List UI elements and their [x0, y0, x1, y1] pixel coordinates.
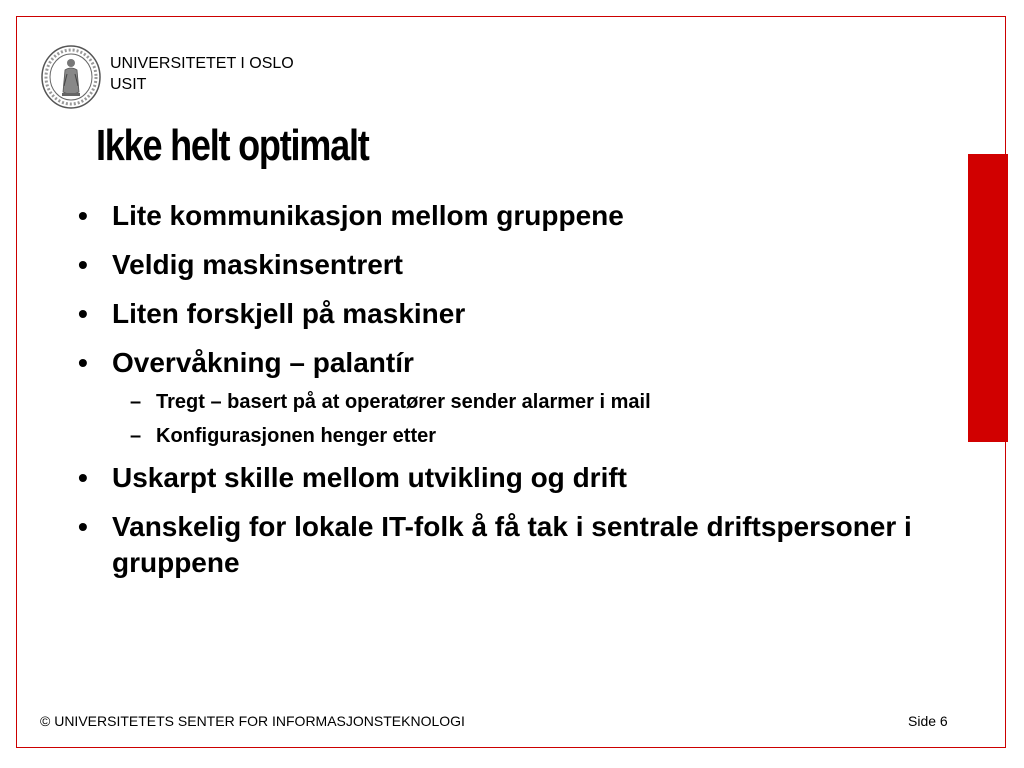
bullet-marker: • — [78, 462, 88, 493]
sub-bullet-item — [112, 419, 958, 453]
sub-bullet-marker: – — [130, 391, 142, 413]
bullet-item — [78, 345, 958, 453]
org-line-university: UNIVERSITETET I OSLO — [110, 55, 294, 72]
sub-bullet-text: Konfigurasjonen henger etter — [156, 425, 437, 447]
sub-bullet-item — [112, 385, 958, 419]
bullet-marker: • — [78, 511, 88, 542]
footer-copyright: © UNIVERSITETETS SENTER FOR INFORMASJONSTEKNOLOGI — [40, 713, 465, 729]
bullet-marker: • — [78, 249, 88, 280]
bullet-item — [78, 509, 958, 581]
page-number: Side 6 — [908, 713, 948, 729]
accent-bar — [968, 154, 1008, 442]
bullet-marker: • — [78, 298, 88, 329]
bullet-text: Vanskelig for lokale IT-folk å få tak i sentrale driftspersoner i gruppene — [112, 511, 912, 578]
bullet-marker: • — [78, 347, 88, 378]
bullet-item — [78, 247, 958, 283]
bullet-item — [78, 460, 958, 496]
bullet-text: Liten forskjell på maskiner — [112, 298, 466, 329]
bullet-list — [78, 198, 958, 594]
bullet-item — [78, 198, 958, 234]
org-line-unit: USIT — [110, 76, 147, 93]
bullet-text: Lite kommunikasjon mellom gruppene — [112, 200, 624, 231]
bullet-marker: • — [78, 200, 88, 231]
organization-name — [110, 53, 294, 95]
bullet-item — [78, 296, 958, 332]
sub-bullet-list — [112, 385, 958, 453]
slide-title: Ikke helt optimalt — [96, 121, 369, 170]
bullet-text: Veldig maskinsentrert — [112, 249, 404, 280]
university-seal-icon — [40, 44, 102, 110]
bullet-text: Uskarpt skille mellom utvikling og drift — [112, 462, 627, 493]
sub-bullet-text: Tregt – basert på at operatører sender alarmer i mail — [156, 391, 651, 413]
bullet-text: Overvåkning – palantír — [112, 347, 414, 378]
sub-bullet-marker: – — [130, 425, 142, 447]
